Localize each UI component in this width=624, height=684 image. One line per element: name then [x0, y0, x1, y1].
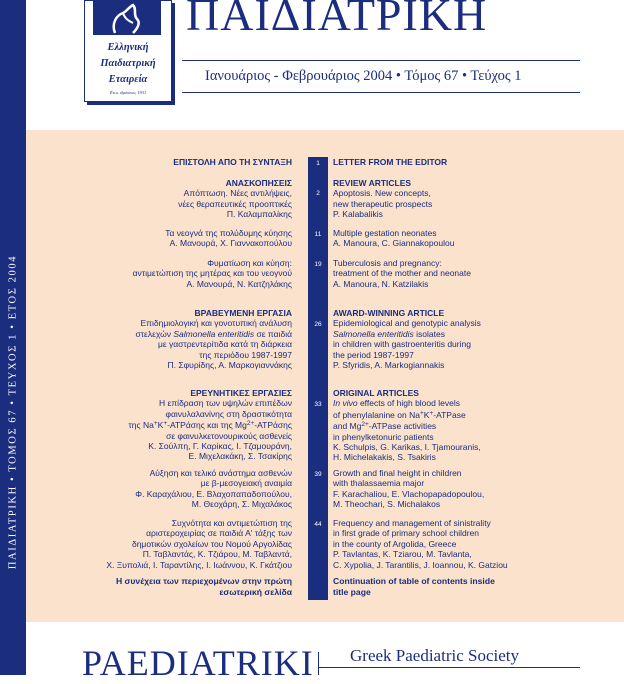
- issue-line: Ιανουάριος - Φεβρουάριος 2004 • Τόμος 67 • Τεύχος 1: [205, 68, 522, 84]
- page-number: 11: [314, 231, 322, 238]
- toc-gr-entry: ΑΝΑΣΚΟΠΗΣΕΙΣ Απόπτωση. Νέες αντιλήψεις, νέες θεραπευτικές προοπτικές Π. Καλαμπαλίκης: [178, 178, 292, 220]
- toc-gr-entry: Φυματίωση και κύηση: αντιμετώπιση της μητέρας και του νεογνού Α. Μανουρά, Ν. Κατζηλάκης: [132, 258, 292, 289]
- logo-line-2: Παιδιατρική: [100, 58, 156, 69]
- page-number: 2: [316, 190, 320, 197]
- page-number: 33: [314, 401, 322, 408]
- page-number: 26: [314, 321, 322, 328]
- toc-en-entry: Tuberculosis and pregnancy: treatment of the mother and neonate A. Manoura, N. Katzilakis: [333, 258, 471, 289]
- header-rule-bottom: [182, 92, 580, 93]
- toc-en-letter: LETTER FROM THE EDITOR: [333, 157, 448, 167]
- page-number: 1: [316, 160, 320, 167]
- toc-en-entry: Frequency and management of sinistrality in first grade of primary school children in the county of Argolida, Greece P. Tavlantas, K. Tziarou, M. Tavlanta, C. Xypolia, J. Tarantilis, J. Ioannou, K. Gatziou: [333, 518, 508, 570]
- continuation-note-gr: Η συνέχεια των περιεχομένων στην πρώτη εσωτερική σελίδα: [115, 576, 292, 597]
- toc-en-entry: ORIGINAL ARTICLES In vivo effects of high blood levels of phenylalanine on Na+K+-ATPase and $Mg^{2+}$-ATPase activities in phenylketonuric patients K. Schulpis, G. Karikas, I. Tjamouranis, H. Michelakakis, S. Tsakiris: [333, 388, 481, 463]
- logo-line-1: Ελληνική: [107, 42, 149, 53]
- toc-en-entry: Growth and final height in children with thalassaemia major F. Karachaliou, E. Vlachopapadopoulou, M. Theochari, S. Michalakos: [333, 468, 485, 510]
- spine-text: ΠΑΙΔΙΑΤΡΙΚΗ • ΤΟΜΟΣ 67 • ΤΕΥΧΟΣ 1 • ΕΤΟΣ 2004: [7, 254, 19, 570]
- society-name: Greek Paediatric Society: [350, 646, 519, 665]
- toc-gr-entry: Αύξηση και τελικό ανάστημα ασθενών με β-μεσογειακή αναιμία Φ. Καραχάλιου, Ε. Βλαχοπαπαδοπούλου, Μ. Θεοχάρη, Σ. Μιχαλάκος: [135, 468, 292, 510]
- logo-emblem: [93, 1, 161, 35]
- page-number: 44: [314, 521, 322, 528]
- logo-founded-text: Έτος ιδρύσεως 1931: [109, 90, 147, 95]
- journal-title: ΠΑΙΔΙΑΤΡΙΚΗ: [186, 0, 488, 40]
- toc-gr-entry: Τα νεογνά της πολύδυμης κύησης Α. Μανουρά, Χ. Γιανναкοπούλου: [165, 228, 292, 249]
- logo-line-3: Εταιρεία: [108, 74, 148, 85]
- society-logo: [84, 0, 172, 102]
- toc-gr-letter: ΕΠΙΣΤΟΛΗ ΑΠΟ ΤΗ ΣΥΝΤΑΞΗ: [173, 157, 292, 167]
- page-number: 19: [314, 261, 322, 268]
- continuation-note-en: Continuation of table of contents inside title page: [333, 576, 495, 597]
- toc-en-entry: AWARD-WINNING ARTICLE Epidemiological and genotypic analysis Salmonella enteritidis isolates in children with gastroenteritis during the period 1987-1997 P. Sfyridis, A. Markogiannakis: [333, 308, 481, 371]
- bottom-divider: [318, 652, 319, 675]
- page-number: 39: [314, 471, 322, 478]
- toc-gr-entry: ΒΡΑΒΕΥΜΕΝΗ ΕΡΓΑΣΙΑ Επιδημιολογική και γονοτυπική ανάλυση στελεχών Salmonella enteritidis σε παιδιά με γαστρεντερίτιδα κατά τη διάρκεια της περιόδου 1987-1997 Π. Σφυρίδης, Α. Μαρκογιαννάκης: [135, 308, 292, 371]
- spine: [0, 0, 26, 675]
- toc-en-entry: REVIEW ARTICLES Apoptosis. New concepts, new therapeutic prospects P. Kalabalikis: [333, 178, 433, 220]
- bottom-rule: [318, 667, 580, 668]
- toc-gr-entry: ΕΡΕΥΝΗΤΙΚΕΣ ΕΡΓΑΣΙΕΣ Η επίδραση των υψηλών επιπέδων φαινυλαλανίνης στη δραστικότητα της Na+K+-ATPάσης και της $Mg^{2+}$-ATPάσης σε φαινυλκετονουρικούς ασθενείς Κ. Σούλπη, Γ. Καρίκας, Ι. Τζαμουράνη, Ε. Μιχελακάκη, Σ. Τσακίρης: [128, 388, 292, 462]
- page-number-column: [308, 157, 328, 600]
- toc-gr-entry: Συχνότητα και αντιμετώπιση της αριστεροχειρίας σε παιδιά Α' τάξης των δημοτικών σχολείων του Νομού Αργολίδας Π. Ταβλαντάς, Κ. Τζιάρου, Μ. Ταβλαντά, Χ. Ξυπολιά, Ι. Ταραντίλης, Ι. Ιωάννου, Κ. Γκάτζιου: [106, 518, 292, 570]
- toc-en-entry: Multiple gestation neonates A. Manoura, C. Giannakopoulou: [333, 228, 455, 249]
- header-rule-top: [182, 60, 580, 61]
- bottom-journal-title: PAEDIATRIKI: [82, 643, 314, 683]
